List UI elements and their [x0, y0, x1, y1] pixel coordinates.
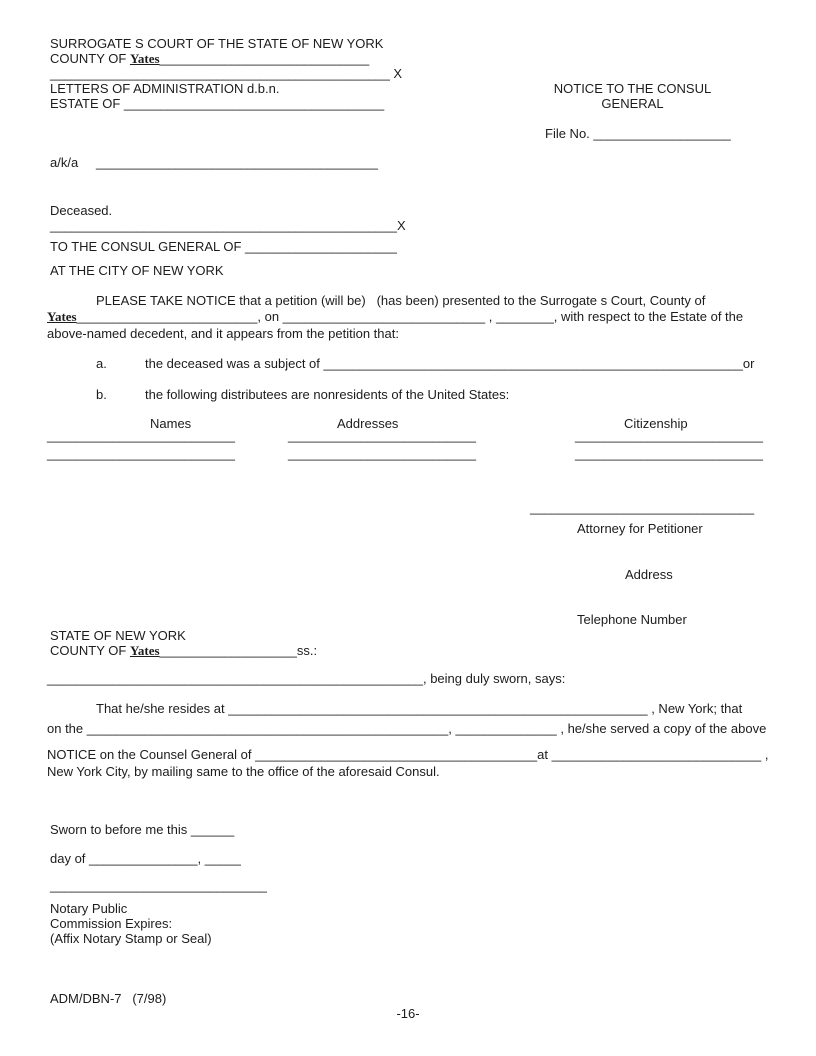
- day-of-blank-1: _______________: [89, 851, 198, 866]
- notice-blank-2: ____________________________: [282, 309, 486, 324]
- service-date-end: , he/she served a copy of the above: [556, 721, 767, 736]
- sworn-before-label: Sworn to before me this: [50, 822, 191, 837]
- notice-title-2: GENERAL: [601, 96, 664, 111]
- item-a-line: [145, 356, 754, 371]
- table-row: [47, 446, 235, 461]
- addresses-blank-2: __________________________: [288, 446, 476, 461]
- resides-line: [96, 701, 742, 716]
- notice-service-end: ,: [761, 747, 769, 762]
- file-no-line: [545, 126, 731, 141]
- resides-label: That he/she resides at: [96, 701, 229, 716]
- item-b-text: the following distributees are nonresidents of the United States:: [145, 387, 510, 402]
- item-a-text: the deceased was a subject of: [145, 356, 324, 371]
- addresses-blank-1: __________________________: [288, 428, 476, 443]
- column-header-citizenship: Citizenship: [624, 416, 688, 431]
- to-consul-blank: _____________________: [245, 239, 397, 254]
- table-row: [575, 446, 763, 461]
- county-blank: _____________________________: [159, 51, 370, 66]
- mailing-line: New York City, by mailing same to the office of the aforesaid Consul.: [47, 764, 440, 779]
- day-of-label: day of: [50, 851, 90, 866]
- page-number: -16-: [396, 1006, 420, 1021]
- affidavit-county-line: [50, 643, 317, 658]
- names-blank-2: __________________________: [47, 446, 235, 461]
- service-date-blank-1: __________________________________________________: [86, 721, 449, 736]
- table-row: [575, 428, 763, 443]
- duly-sworn-text: , being duly sworn, says:: [422, 671, 566, 686]
- citizenship-blank-2: __________________________: [575, 446, 763, 461]
- county-value: Yates: [129, 51, 160, 66]
- notary-public-label: Notary Public: [50, 901, 128, 916]
- notice-paragraph-line3: above-named decedent, and it appears from the petition that:: [47, 326, 399, 341]
- proceeding-title: LETTERS OF ADMINISTRATION d.b.n.: [50, 81, 280, 96]
- day-of-blank-2: _____: [204, 851, 241, 866]
- affidavit-county-label: COUNTY OF: [50, 643, 130, 658]
- item-a-suffix: or: [742, 356, 755, 371]
- notice-county-value: Yates: [47, 309, 77, 324]
- notice-paragraph-line2: [47, 309, 743, 324]
- estate-line: [50, 96, 384, 111]
- estate-label: ESTATE OF: [50, 96, 124, 111]
- notice-on-label: , on: [257, 309, 283, 324]
- item-a-label: a.: [96, 356, 107, 371]
- caption-x-line-top: [50, 66, 402, 81]
- day-of-comma: ,: [197, 851, 205, 866]
- day-of-line: [50, 851, 241, 866]
- commission-expires-label: Commission Expires:: [50, 916, 173, 931]
- notice-service-label: NOTICE on the Counsel General of: [47, 747, 256, 762]
- caption-x-line-bottom: [50, 218, 406, 233]
- service-date-comma: ,: [448, 721, 456, 736]
- item-a-blank: __________________________________________________________: [323, 356, 743, 371]
- notice-blank-3: ________: [495, 309, 554, 324]
- county-label: COUNTY OF: [50, 51, 130, 66]
- to-consul-label: TO THE CONSUL GENERAL OF: [50, 239, 246, 254]
- deponent-blank: ____________________________________________________: [47, 671, 423, 686]
- citizenship-blank-1: __________________________: [575, 428, 763, 443]
- x-mark-2: X: [397, 218, 406, 233]
- notice-line2-end: , with respect to the Estate of the: [553, 309, 744, 324]
- caption-rule-2: ________________________________________________: [50, 218, 398, 233]
- notary-signature-line: ______________________________: [50, 878, 267, 893]
- state-line: STATE OF NEW YORK: [50, 628, 186, 643]
- ss-label: ss.:: [296, 643, 318, 658]
- notice-comma: ,: [485, 309, 496, 324]
- caption-rule: _______________________________________________: [50, 66, 390, 81]
- table-row: [288, 446, 476, 461]
- attorney-signature-line: _______________________________: [530, 500, 755, 515]
- form-number: ADM/DBN-7 (7/98): [50, 991, 167, 1006]
- resides-blank: __________________________________________________________: [228, 701, 648, 716]
- notice-at-label: at: [537, 747, 552, 762]
- notice-service-blank-2: _____________________________: [551, 747, 762, 762]
- notice-service-blank-1: _______________________________________: [255, 747, 538, 762]
- service-date-blank-2: ______________: [455, 721, 557, 736]
- aka-label: a/k/a: [50, 155, 79, 170]
- affidavit-county-blank: ___________________: [159, 643, 297, 658]
- notice-title-1: NOTICE TO THE CONSUL: [553, 81, 712, 96]
- table-row: [47, 428, 235, 443]
- to-consul-line: [50, 239, 397, 254]
- resides-end: , New York; that: [647, 701, 743, 716]
- column-header-names: Names: [150, 416, 192, 431]
- sworn-before-blank: ______: [190, 822, 235, 837]
- attorney-label: Attorney for Petitioner: [577, 521, 703, 536]
- on-the-label: on the: [47, 721, 87, 736]
- county-line: [50, 51, 369, 66]
- table-row: [288, 428, 476, 443]
- file-no-label: File No.: [545, 126, 594, 141]
- service-date-line: [47, 721, 766, 736]
- notice-paragraph-line1: PLEASE TAKE NOTICE that a petition (will be) (has been) presented to the Surrogate s Court, County of: [96, 293, 706, 308]
- at-city-line: AT THE CITY OF NEW YORK: [50, 263, 224, 278]
- notice-blank-1: _________________________: [76, 309, 258, 324]
- names-blank-1: __________________________: [47, 428, 235, 443]
- attorney-phone-label: Telephone Number: [577, 612, 687, 627]
- attorney-address-label: Address: [625, 567, 673, 582]
- sworn-before-line: [50, 822, 234, 837]
- court-title: SURROGATE S COURT OF THE STATE OF NEW YORK: [50, 36, 384, 51]
- aka-blank: _______________________________________: [96, 155, 378, 170]
- notice-service-line: [47, 747, 768, 762]
- estate-blank: ____________________________________: [123, 96, 385, 111]
- deceased-label: Deceased.: [50, 203, 113, 218]
- deponent-line: [47, 671, 565, 686]
- affidavit-county-value: Yates: [129, 643, 160, 658]
- column-header-addresses: Addresses: [337, 416, 399, 431]
- affix-stamp-label: (Affix Notary Stamp or Seal): [50, 931, 212, 946]
- file-no-blank: ___________________: [593, 126, 731, 141]
- x-mark: X: [389, 66, 403, 81]
- item-b-label: b.: [96, 387, 107, 402]
